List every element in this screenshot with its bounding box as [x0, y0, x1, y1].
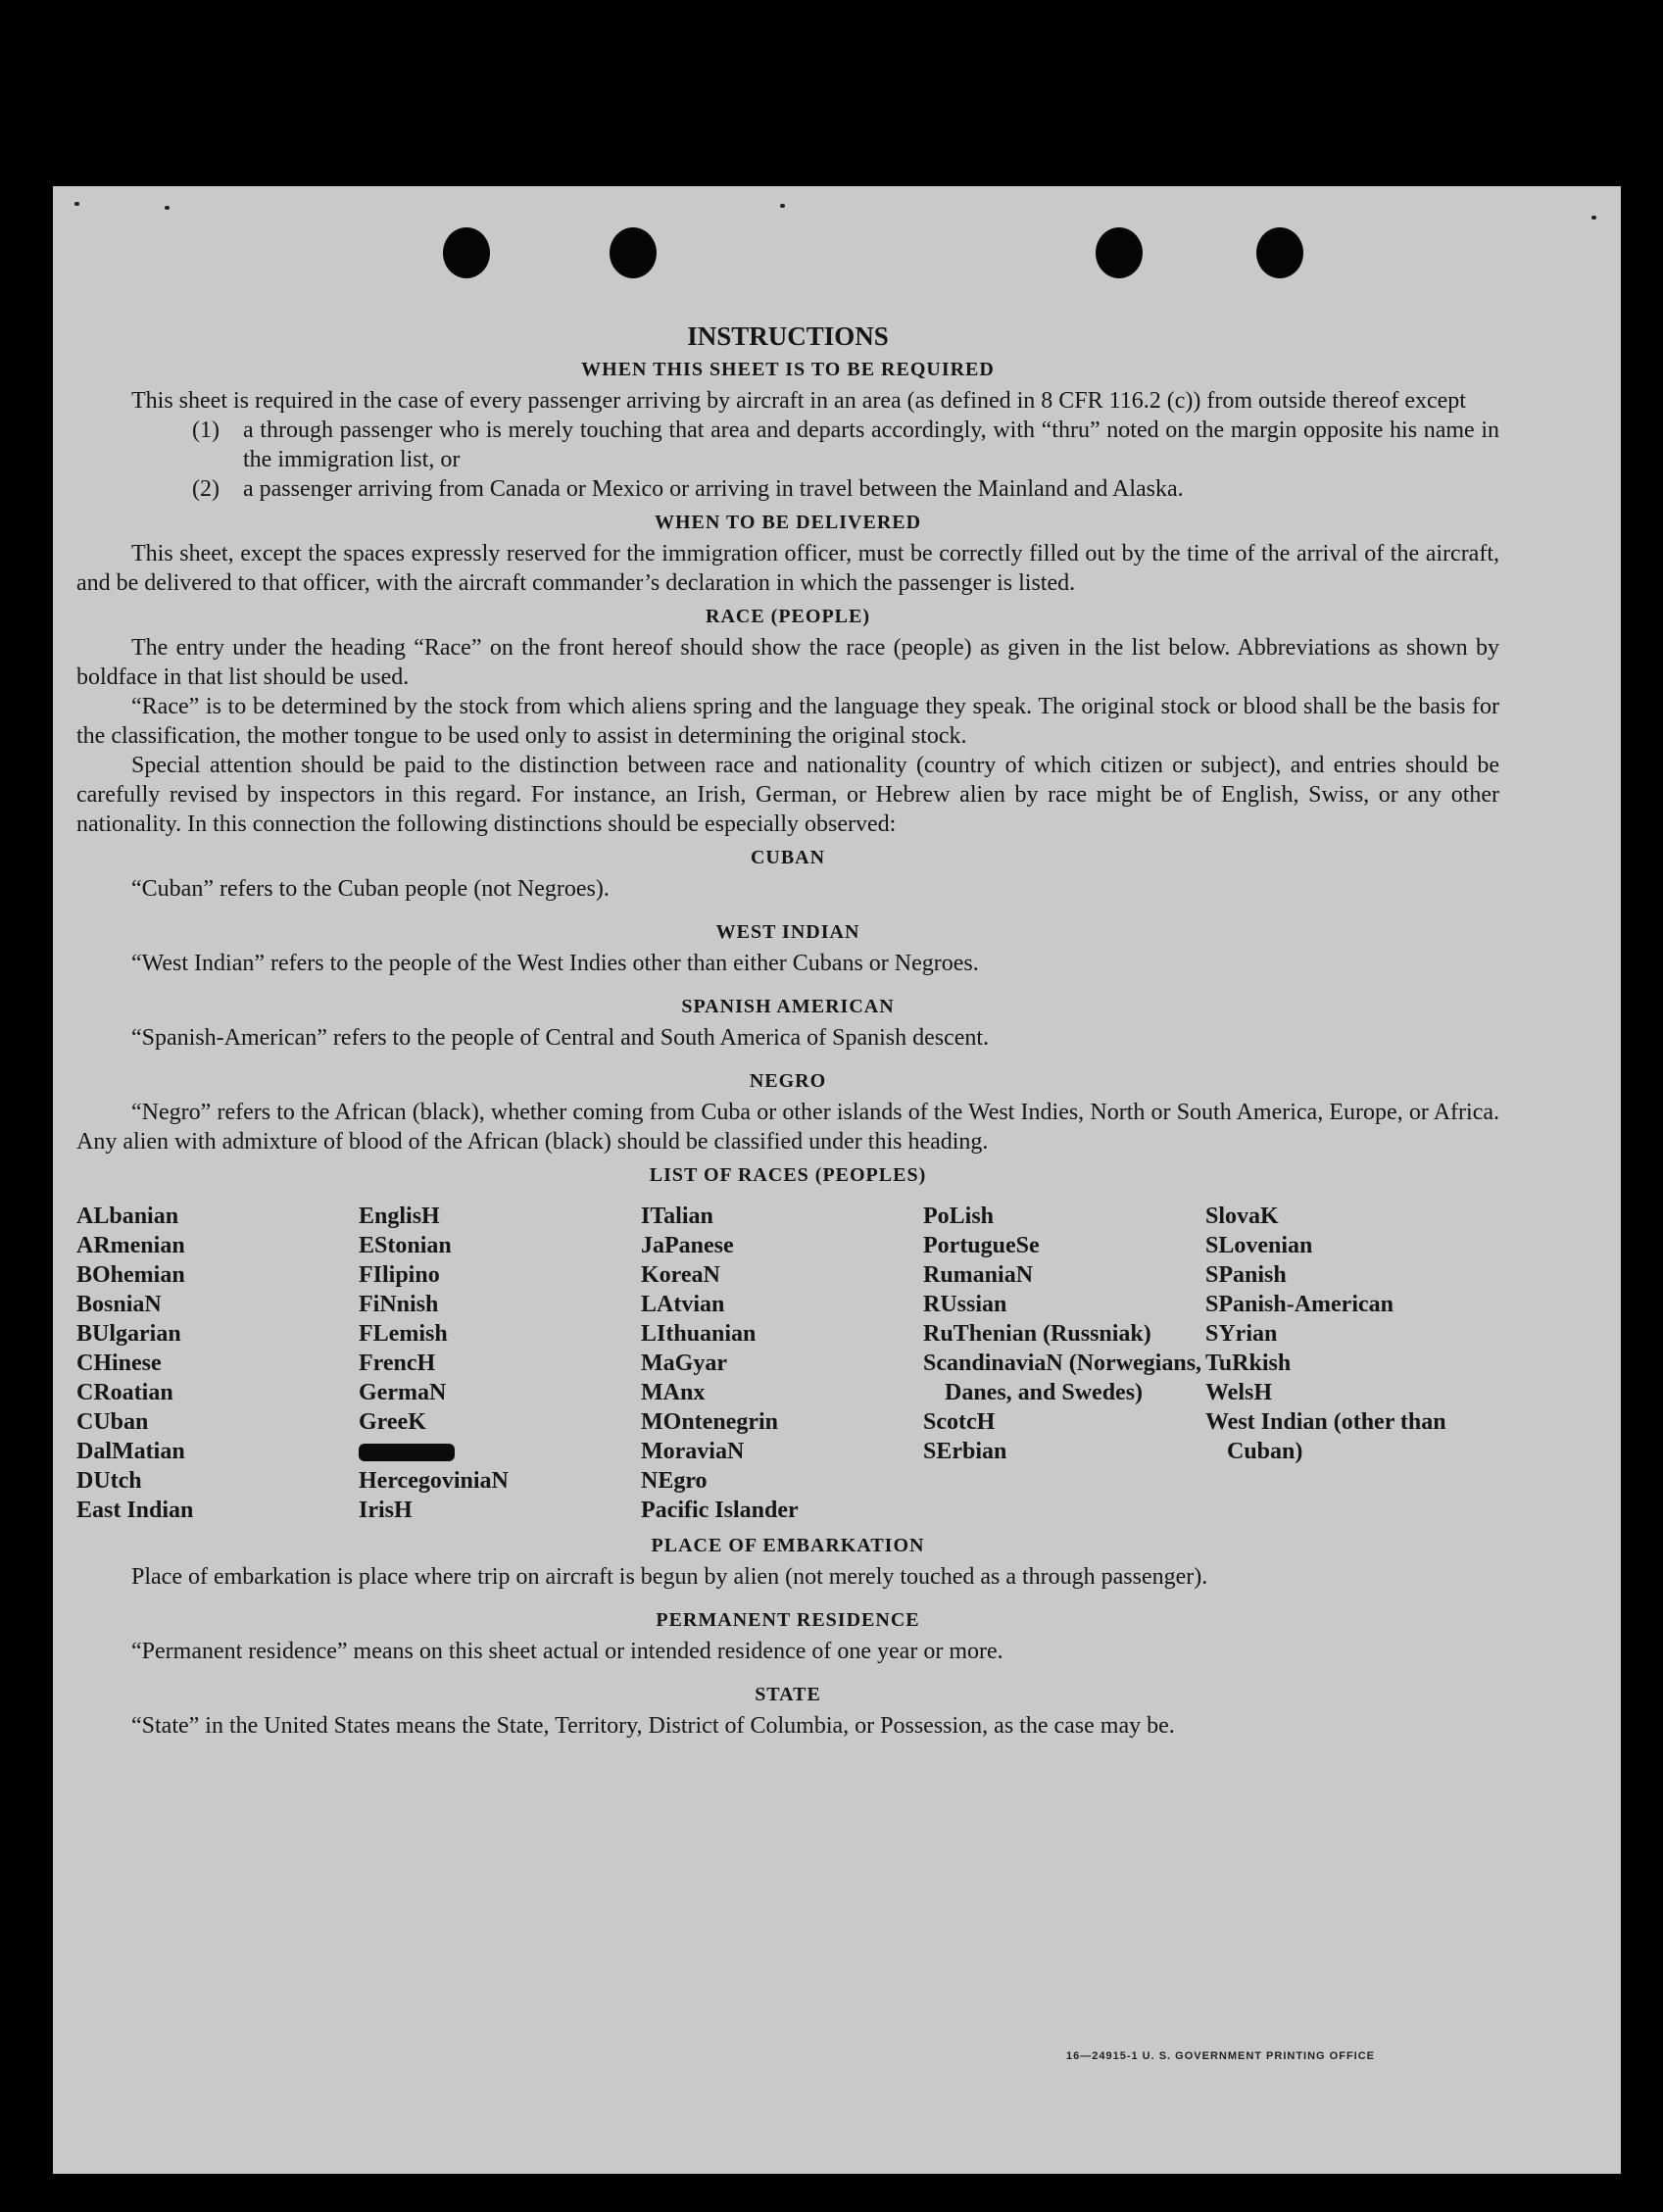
races-column [1205, 1202, 1499, 1525]
race-entry: RumaniaN [923, 1262, 1034, 1288]
exception-list [76, 416, 1499, 504]
residence-text: “Permanent residence” means on this sheet actual or intended residence of one year or more. [131, 1639, 1003, 1664]
race-entry: West Indian (other than Cuban) [1205, 1409, 1446, 1464]
race-entry: East Indian [76, 1498, 194, 1523]
redaction-mark [359, 1444, 455, 1461]
list-item-number: (1) [192, 418, 220, 443]
races-column [76, 1202, 359, 1525]
race-entry: GreeK [359, 1409, 426, 1435]
punch-hole [1096, 227, 1143, 278]
speck [1591, 216, 1596, 220]
race-entry: ALbanian [76, 1204, 179, 1229]
race-entry: RuThenian (Russniak) [923, 1321, 1151, 1347]
race-entry: IrisH [359, 1498, 413, 1523]
page-title: INSTRUCTIONS [687, 321, 889, 351]
race-entry: SLovenian [1205, 1233, 1313, 1258]
list-item-text: a through passenger who is merely touching that area and departs accordingly, with “thru” noted on the margin opposite his name in the immigration list, or [243, 418, 1499, 472]
race-entry: FiNnish [359, 1292, 439, 1317]
race-entry: NEgro [641, 1468, 708, 1494]
race-entry: JaPanese [641, 1233, 734, 1258]
race-entry: MoraviaN [641, 1439, 745, 1464]
race-entry: SPanish-American [1205, 1292, 1394, 1317]
instructions-content [76, 321, 1499, 1741]
race-entry: SlovaK [1205, 1204, 1279, 1229]
race-entry: PortugueSe [923, 1233, 1040, 1258]
section-heading-west-indian: WEST INDIAN [715, 921, 860, 943]
race-entry: FLemish [359, 1321, 448, 1347]
cuban-text: “Cuban” refers to the Cuban people (not Negroes). [131, 876, 610, 902]
race-entry: WelsH [1205, 1380, 1273, 1405]
race-entry: EStonian [359, 1233, 452, 1258]
section-heading-races-list: LIST OF RACES (PEOPLES) [649, 1164, 927, 1186]
race-entry: CRoatian [76, 1380, 173, 1405]
speck [74, 202, 79, 206]
race-entry: SYrian [1205, 1321, 1278, 1347]
race-entry: PoLish [923, 1204, 995, 1229]
race-entry: RUssian [923, 1292, 1007, 1317]
race-entry: LAtvian [641, 1292, 725, 1317]
race-entry: SPanish [1205, 1262, 1287, 1288]
when-delivered-text: This sheet, except the spaces expressly reserved for the immigration officer, must be correctly filled out by the time of the arrival of the aircraft, and be delivered to that officer, with the aircraft commander’s declaration in which the passenger is listed. [76, 541, 1499, 596]
punch-hole [443, 227, 490, 278]
race-paragraph: Special attention should be paid to the distinction between race and nationality (country of which citizen or subject), and entries should be carefully revised by inspectors in this regard. For instance, an Irish, German, or Hebrew alien by race might be of English, Swiss, or any other nationality. In this connection the following distinctions should be especially observed: [76, 753, 1499, 837]
section-heading-residence: PERMANENT RESIDENCE [656, 1609, 920, 1631]
state-text: “State” in the United States means the State, Territory, District of Columbia, or Possession, as the case may be. [131, 1713, 1175, 1739]
document-sheet [53, 186, 1621, 2174]
speck [780, 204, 785, 208]
race-entry: KoreaN [641, 1262, 720, 1288]
section-heading-embarkation: PLACE OF EMBARKATION [651, 1535, 925, 1556]
negro-text: “Negro” refers to the African (black), whether coming from Cuba or other islands of the West Indies, North or South America, Europe, or Africa. Any alien with admixture of blood of the African (black) should be classified under this heading. [76, 1100, 1499, 1155]
list-item [192, 416, 1499, 474]
race-entry: EnglisH [359, 1204, 440, 1229]
spanish-american-text: “Spanish-American” refers to the people of Central and South America of Spanish descent. [131, 1025, 990, 1051]
race-entry: ScandinaviaN (Norwegians, Danes, and Swedes) [923, 1351, 1202, 1405]
race-entry: CHinese [76, 1351, 162, 1376]
list-item [192, 474, 1499, 504]
races-column [641, 1202, 923, 1525]
race-entry: BosniaN [76, 1292, 162, 1317]
race-entry: GermaN [359, 1380, 447, 1405]
west-indian-text: “West Indian” refers to the people of the West Indies other than either Cubans or Negroes. [131, 951, 979, 976]
race-entry: MAnx [641, 1380, 706, 1405]
race-entry: CUban [76, 1409, 149, 1435]
races-column [359, 1202, 641, 1525]
when-required-intro: This sheet is required in the case of every passenger arriving by aircraft in an area (as defined in 8 CFR 116.2 (c)) from outside thereof except [131, 388, 1466, 414]
race-paragraph: The entry under the heading “Race” on the front hereof should show the race (people) as given in the list below. Abbreviations as shown by boldface in that list should be used. [76, 635, 1499, 690]
redacted-entry [359, 1437, 641, 1466]
printer-footnote: 16—24915-1 U. S. GOVERNMENT PRINTING OFFICE [1066, 2050, 1376, 2062]
section-heading-spanish-american: SPANISH AMERICAN [681, 996, 895, 1017]
race-entry: BUlgarian [76, 1321, 181, 1347]
race-entry: FrencH [359, 1351, 436, 1376]
list-item-number: (2) [192, 476, 220, 502]
race-entry: MaGyar [641, 1351, 727, 1376]
races-column [923, 1202, 1205, 1525]
race-entry: BOhemian [76, 1262, 185, 1288]
section-heading-cuban: CUBAN [750, 847, 826, 868]
race-paragraph: “Race” is to be determined by the stock from which aliens spring and the language they speak. The original stock or blood shall be the basis for the classification, the mother tongue to be used only to assist in determining the original stock. [76, 694, 1499, 749]
race-entry: DUtch [76, 1468, 142, 1494]
punch-hole [610, 227, 657, 278]
race-entry: HercegoviniaN [359, 1468, 509, 1494]
race-entry: FIlipino [359, 1262, 440, 1288]
section-heading-race: RACE (PEOPLE) [706, 606, 870, 627]
section-heading-negro: NEGRO [749, 1070, 827, 1092]
race-entry: SErbian [923, 1439, 1007, 1464]
race-entry: TuRkish [1205, 1351, 1292, 1376]
race-entry: ScotcH [923, 1409, 996, 1435]
punch-hole [1256, 227, 1303, 278]
section-heading-state: STATE [755, 1684, 821, 1705]
race-entry: MOntenegrin [641, 1409, 778, 1435]
race-entry: ITalian [641, 1204, 713, 1229]
race-entry: ARmenian [76, 1233, 185, 1258]
races-list [76, 1202, 1499, 1525]
embarkation-text: Place of embarkation is place where trip on aircraft is begun by alien (not merely touched as a through passenger). [131, 1564, 1208, 1590]
list-item-text: a passenger arriving from Canada or Mexico or arriving in travel between the Mainland and Alaska. [243, 476, 1184, 502]
speck [165, 206, 170, 210]
section-heading-when-delivered: WHEN TO BE DELIVERED [654, 512, 922, 533]
section-heading-when-required: WHEN THIS SHEET IS TO BE REQUIRED [581, 359, 995, 380]
race-entry: DalMatian [76, 1439, 185, 1464]
race-entry: LIthuanian [641, 1321, 757, 1347]
race-entry: Pacific Islander [641, 1498, 799, 1523]
